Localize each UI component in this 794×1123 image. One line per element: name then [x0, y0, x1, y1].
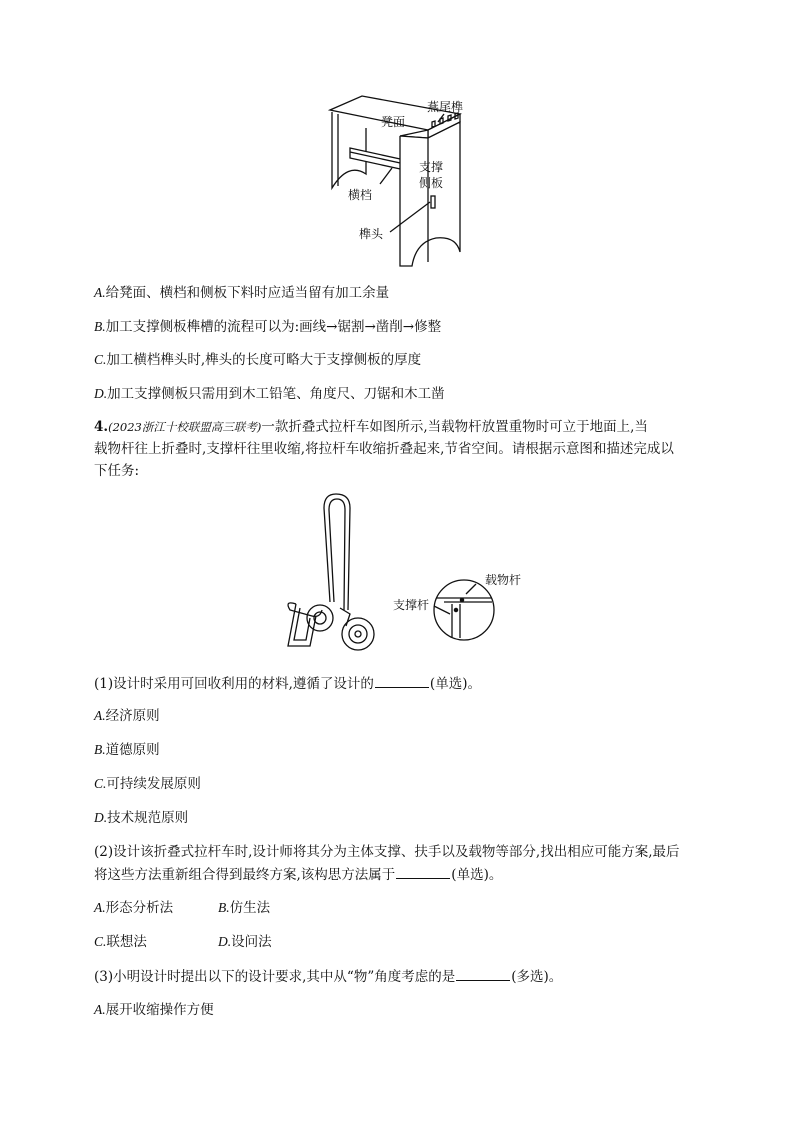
q4-stem-line1: 4.(2023浙江十校联盟高三联考)一款折叠式拉杆车如图所示,当载物杆放置重物时可立于地面上,当 [94, 419, 648, 435]
q3-option-d: D.加工支撑侧板只需用到木工铅笔、角度尺、刀锯和木工凿 [94, 386, 445, 402]
trolley-figure [276, 490, 516, 654]
q4-sub2-option-d: D.设问法 [218, 934, 272, 950]
q4-stem-line2: 载物杆往上折叠时,支撑杆往里收缩,将拉杆车收缩折叠起来,节省空间。请根据示意图和描述完成以 [94, 441, 674, 457]
q4-sub1-option-d: D.技术规范原则 [94, 810, 189, 826]
q4-sub2-option-c: C.联想法 [94, 934, 147, 950]
answer-blank[interactable] [375, 673, 429, 688]
q4-sub2-option-b: B.仿生法 [218, 900, 271, 916]
label-dovetail: 燕尾榫 [427, 100, 464, 114]
q4-sub1-option-c: C.可持续发展原则 [94, 776, 201, 792]
q4-sub3-option-a: A.展开收缩操作方便 [94, 1002, 214, 1018]
q4-sub2-line2: 将这些方法重新组合得到最终方案,该构思方法属于 (单选)。 [94, 864, 502, 885]
q4-sub1-option-a: A.经济原则 [94, 708, 160, 724]
label-support-bar: 支撑杆 [393, 598, 430, 612]
q3-option-c: C.加工横档榫头时,榫头的长度可略大于支撑侧板的厚度 [94, 352, 422, 368]
q4-sub2-option-a: A.形态分析法 [94, 900, 174, 916]
label-support-side-1: 支撑 [419, 160, 444, 174]
label-support-side-2: 侧板 [419, 176, 444, 190]
q4-sub3-stem: (3)小明设计时提出以下的设计要求,其中从“物”角度考虑的是 (多选)。 [94, 966, 562, 987]
answer-blank[interactable] [456, 966, 510, 981]
q4-stem-line3: 下任务: [94, 463, 140, 479]
q4-sub2-line1: (2)设计该折叠式拉杆车时,设计师将其分为主体支撑、扶手以及载物等部分,找出相应可能方案,最后 [94, 844, 680, 860]
q3-option-b: B.加工支撑侧板榫槽的流程可以为:画线→锯割→凿削→修整 [94, 319, 442, 335]
label-carrier-bar: 载物杆 [485, 573, 522, 587]
label-tenon: 榫头 [359, 227, 384, 241]
label-crossbar: 横档 [348, 188, 373, 202]
q3-option-a: A.给凳面、横档和侧板下料时应适当留有加工余量 [94, 285, 390, 301]
q4-sub1-option-b: B.道德原则 [94, 742, 160, 758]
q4-sub1-stem: (1)设计时采用可回收利用的材料,遵循了设计的 (单选)。 [94, 673, 481, 694]
answer-blank[interactable] [396, 864, 450, 879]
label-seat: 凳面 [381, 115, 406, 129]
